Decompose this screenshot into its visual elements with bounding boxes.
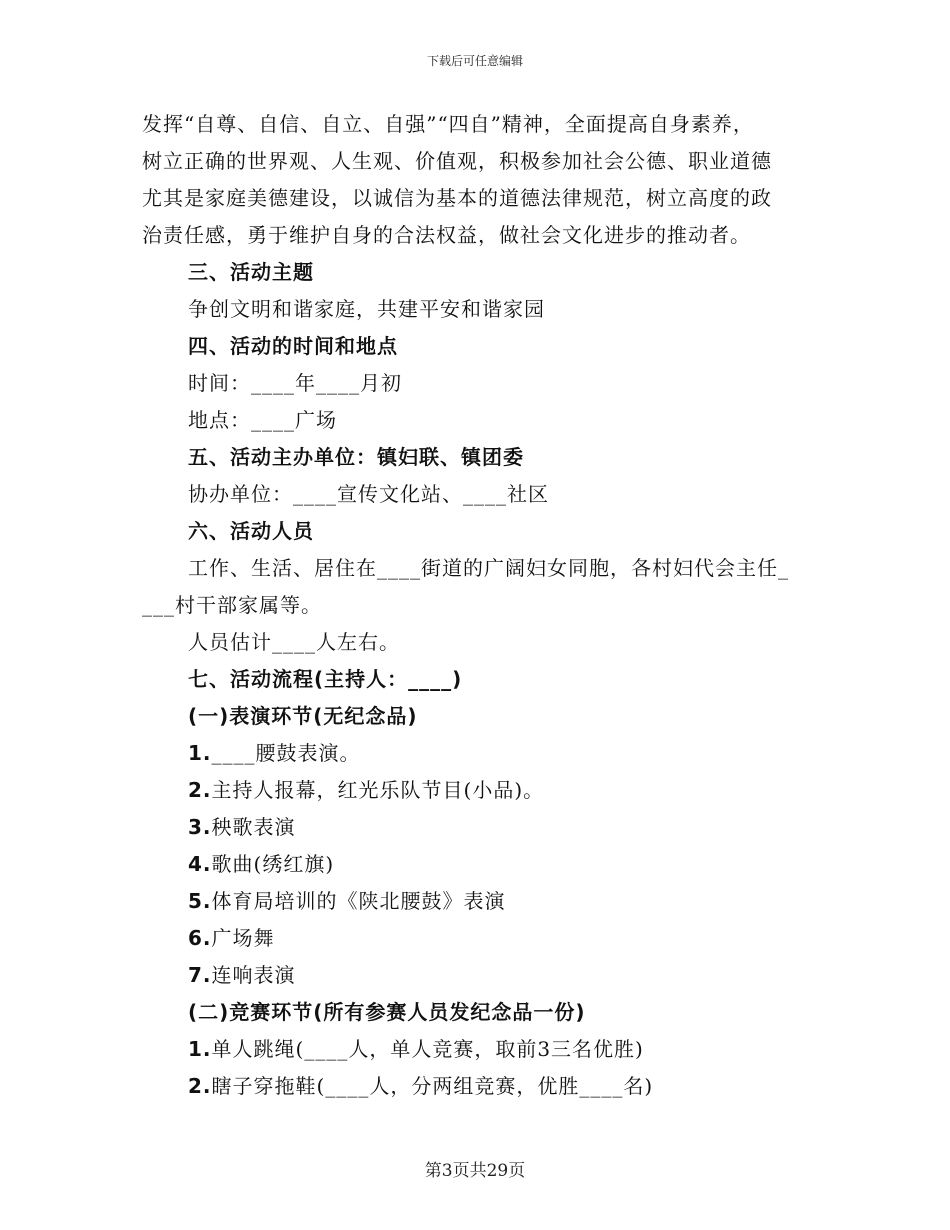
list-item: 1.____腰鼓表演。 (188, 741, 361, 765)
list-item: 1.单人跳绳(____人，单人竞赛，取前3三名优胜) (188, 1037, 644, 1061)
page-footer: 第3页共29页 (424, 1161, 526, 1181)
intro-line-4: 治责任感，勇于维护自身的合法权益，做社会文化进步的推动者。 (142, 223, 751, 247)
section-7-title: 七、活动流程(主持人：____) (188, 667, 463, 691)
subsection-2-title: (二)竞赛环节(所有参赛人员发纪念品一份) (188, 1000, 586, 1024)
document-body (142, 106, 822, 1105)
section-5-title: 五、活动主办单位：镇妇联、镇团委 (188, 445, 524, 469)
section-4-title: 四、活动的时间和地点 (188, 334, 398, 358)
section-6-estimate: 人员估计____人左右。 (188, 630, 400, 654)
section-4-place: 地点：____广场 (188, 408, 337, 432)
section-5-co-organizers: 协办单位：____宣传文化站、____社区 (188, 482, 549, 506)
intro-line-1: 发挥“自尊、自信、自立、自强”“四自”精神，全面提高自身素养， (142, 112, 754, 136)
intro-line-3: 尤其是家庭美德建设，以诚信为基本的道德法律规范，树立高度的政 (142, 186, 772, 210)
page-header: 下载后可任意编辑 (426, 54, 523, 68)
list-item: 2.瞎子穿拖鞋(____人，分两组竞赛，优胜____名) (188, 1074, 654, 1098)
section-6-line-2: ___村干部家属等。 (142, 593, 322, 617)
list-item: 6.广场舞 (188, 926, 275, 950)
intro-line-2: 树立正确的世界观、人生观、价值观，积极参加社会公德、职业道德 (142, 149, 772, 173)
list-item: 2.主持人报幕，红光乐队节目(小品)。 (188, 778, 545, 802)
list-item: 5.体育局培训的《陕北腰鼓》表演 (188, 889, 506, 913)
list-item: 3.秧歌表演 (188, 815, 296, 839)
section-4-time: 时间：____年____月初 (188, 371, 402, 395)
section-6-line-1: 工作、生活、居住在____街道的广阔妇女同胞，各村妇代会主任_ (188, 556, 789, 580)
list-item: 7.连响表演 (188, 963, 296, 987)
subsection-1-title: (一)表演环节(无纪念品) (188, 704, 418, 728)
list-item: 4.歌曲(绣红旗) (188, 852, 335, 876)
section-6-title: 六、活动人员 (188, 519, 314, 543)
section-3-text: 争创文明和谐家庭，共建平安和谐家园 (188, 297, 545, 321)
section-3-title: 三、活动主题 (188, 260, 314, 284)
